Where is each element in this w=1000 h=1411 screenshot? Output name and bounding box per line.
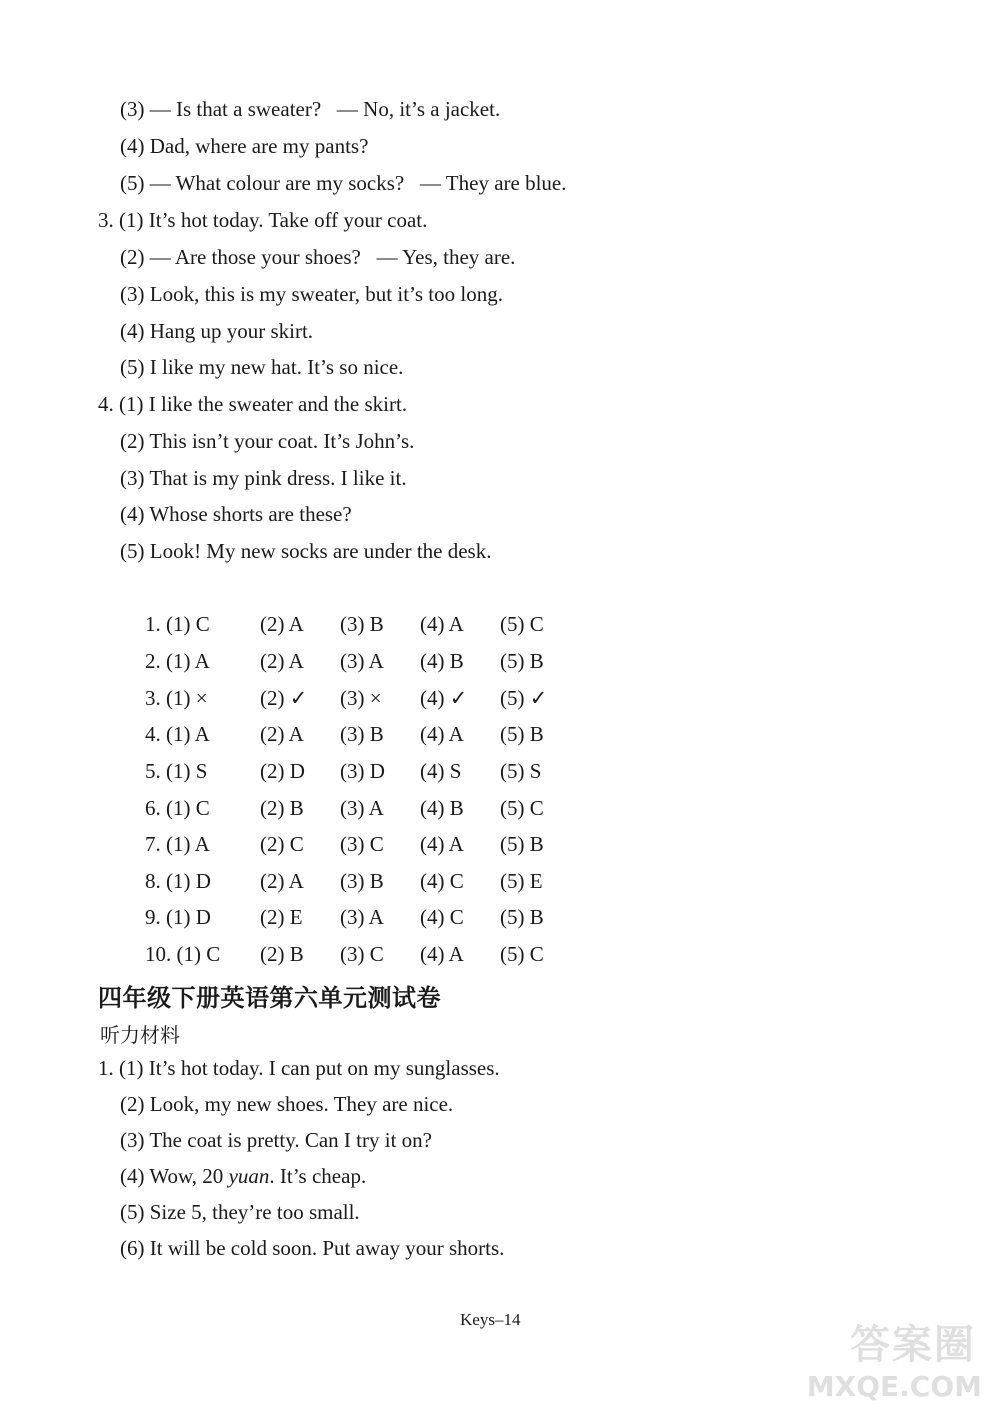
- watermark-url: MXQE.COM: [806, 1370, 982, 1403]
- listening-item: (3) — Is that a sweater? — No, it’s a jacket.: [120, 97, 501, 121]
- answer-cell: (5) C: [500, 942, 544, 966]
- answer-cell: (4) A: [420, 722, 464, 746]
- listening-item: (5) Look! My new socks are under the desk.: [120, 539, 492, 563]
- listening-item: (2) This isn’t your coat. It’s John’s.: [120, 429, 415, 453]
- answer-cell: (3) C: [340, 942, 384, 966]
- answer-cell: (4) A: [420, 832, 464, 856]
- page-number: Keys–14: [460, 1310, 521, 1329]
- answer-row: [145, 651, 605, 675]
- answer-cell: (2) ✓: [260, 686, 308, 710]
- answer-cell: (3) A: [340, 796, 384, 820]
- listening-item: [120, 1166, 366, 1187]
- answer-cell: (5) S: [500, 759, 542, 783]
- answer-cell: (2) B: [260, 942, 304, 966]
- answer-cell: (4) B: [420, 649, 464, 673]
- answer-cell: (5) C: [500, 612, 544, 636]
- answer-cell: (2) A: [260, 869, 304, 893]
- answer-cell: (5) B: [500, 722, 544, 746]
- answer-cell: (2) E: [260, 905, 303, 929]
- listening-item: (5) — What colour are my socks? — They are blue.: [120, 171, 567, 195]
- unit-title: 四年级下册英语第六单元测试卷: [98, 984, 441, 1012]
- answer-cell: (5) B: [500, 832, 544, 856]
- answer-cell: 2. (1) A: [145, 649, 210, 673]
- answer-cell: (2) A: [260, 612, 304, 636]
- answer-cell: (2) A: [260, 722, 304, 746]
- listening-item: (2) Look, my new shoes. They are nice.: [120, 1092, 454, 1116]
- answer-cell: 9. (1) D: [145, 905, 211, 929]
- answer-cell: 8. (1) D: [145, 869, 211, 893]
- watermark-logo: 答案圈: [850, 1322, 976, 1368]
- answer-cell: (4) B: [420, 796, 464, 820]
- answer-cell: 3. (1) ×: [145, 686, 208, 710]
- listening-item: (6) It will be cold soon. Put away your shorts.: [120, 1236, 505, 1260]
- answer-row: [145, 688, 605, 712]
- answer-cell: (2) B: [260, 796, 304, 820]
- answer-cell: (2) A: [260, 649, 304, 673]
- answer-cell: 5. (1) S: [145, 759, 208, 783]
- listening-item: (4) Dad, where are my pants?: [120, 134, 369, 158]
- answer-cell: (4) A: [420, 942, 464, 966]
- answer-cell: (5) B: [500, 905, 544, 929]
- listening-item: (4) Whose shorts are these?: [120, 502, 352, 526]
- answer-cell: (4) C: [420, 869, 464, 893]
- listening-item: (4) Hang up your skirt.: [120, 319, 314, 343]
- answer-cell: (3) B: [340, 869, 384, 893]
- listening-item: 3. (1) It’s hot today. Take off your coat.: [98, 208, 428, 232]
- answer-cell: 6. (1) C: [145, 796, 210, 820]
- answer-cell: (3) D: [340, 759, 385, 783]
- answer-cell: 1. (1) C: [145, 612, 210, 636]
- answer-row: [145, 614, 605, 638]
- italic-word: yuan: [228, 1164, 270, 1188]
- answer-cell: (5) E: [500, 869, 543, 893]
- answer-cell: (5) ✓: [500, 686, 548, 710]
- answer-cell: 4. (1) A: [145, 722, 210, 746]
- answer-cell: (2) D: [260, 759, 305, 783]
- answer-cell: (5) B: [500, 649, 544, 673]
- listening-item: (2) — Are those your shoes? — Yes, they are.: [120, 245, 516, 269]
- answer-cell: (4) S: [420, 759, 462, 783]
- answer-row: [145, 761, 605, 785]
- answer-cell: 10. (1) C: [145, 942, 221, 966]
- listening-item: (3) The coat is pretty. Can I try it on?: [120, 1128, 432, 1152]
- answer-row: [145, 798, 605, 822]
- answer-cell: (2) C: [260, 832, 304, 856]
- watermark: [806, 1313, 986, 1403]
- answer-cell: (3) C: [340, 832, 384, 856]
- answer-cell: (5) C: [500, 796, 544, 820]
- answer-row: [145, 834, 605, 858]
- answer-row: [145, 724, 605, 748]
- listening-item: (3) Look, this is my sweater, but it’s too long.: [120, 282, 503, 306]
- listening-item: (5) Size 5, they’re too small.: [120, 1200, 360, 1224]
- item-text: (4) Wow, 20: [120, 1164, 229, 1188]
- answer-cell: (3) A: [340, 905, 384, 929]
- listening-item: 1. (1) It’s hot today. I can put on my sunglasses.: [98, 1056, 500, 1080]
- listening-item: (3) That is my pink dress. I like it.: [120, 466, 407, 490]
- item-text: . It’s cheap.: [269, 1164, 367, 1188]
- answer-cell: (4) C: [420, 905, 464, 929]
- section-subtitle: 听力材料: [100, 1023, 180, 1047]
- answer-cell: (3) B: [340, 612, 384, 636]
- answer-cell: (3) A: [340, 649, 384, 673]
- answer-row: [145, 871, 605, 895]
- answer-cell: (4) A: [420, 612, 464, 636]
- answer-cell: (3) ×: [340, 686, 382, 710]
- answer-cell: (3) B: [340, 722, 384, 746]
- answer-row: [145, 944, 605, 968]
- answer-cell: 7. (1) A: [145, 832, 210, 856]
- listening-item: 4. (1) I like the sweater and the skirt.: [98, 392, 408, 416]
- listening-item: (5) I like my new hat. It’s so nice.: [120, 355, 404, 379]
- answer-cell: (4) ✓: [420, 686, 468, 710]
- answer-row: [145, 907, 605, 931]
